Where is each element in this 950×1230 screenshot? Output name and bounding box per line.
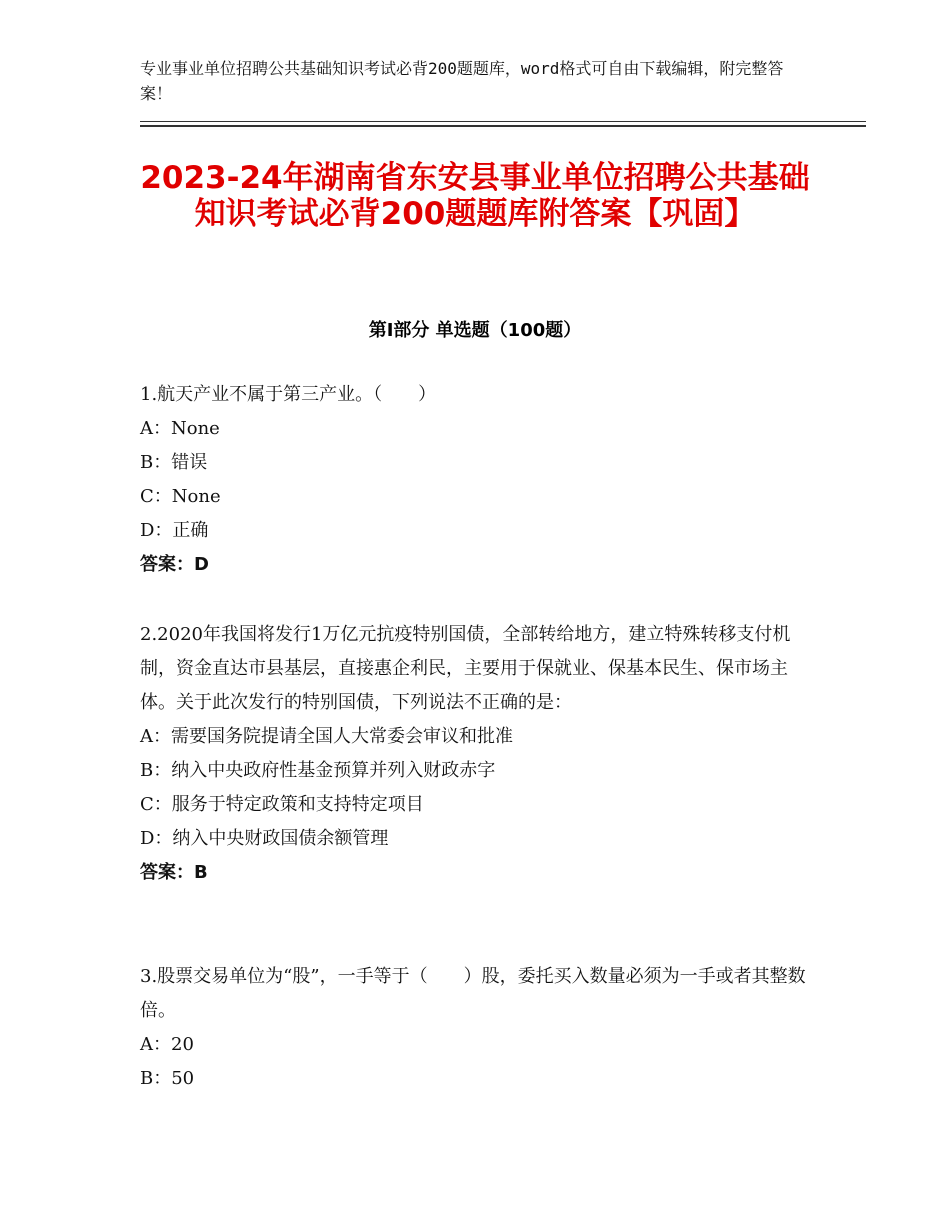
option-d: D：纳入中央财政国债余额管理 (140, 828, 389, 849)
question-3 (140, 960, 810, 1096)
option-c: C：None (140, 486, 221, 507)
question-stem: 3.股票交易单位为“股”，一手等于（ ）股，委托买入数量必须为一手或者其整数倍。 (140, 966, 806, 1021)
header-divider-thick (140, 125, 866, 127)
question-2 (140, 618, 810, 890)
option-b: B：50 (140, 1068, 195, 1089)
answer: 答案：B (140, 862, 208, 883)
option-b: B：纳入中央政府性基金预算并列入财政赤字 (140, 760, 496, 781)
question-stem: 2.2020年我国将发行1万亿元抗疫特别国债，全部转给地方，建立特殊转移支付机制，资金直达市县基层，直接惠企利民，主要用于保就业、保基本民生、保市场主体。关于此次发行的特别国债，下列说法不正确的是： (140, 624, 791, 713)
question-stem: 1.航天产业不属于第三产业。（ ） (140, 384, 437, 405)
answer: 答案：D (140, 554, 209, 575)
option-a: A：需要国务院提请全国人大常委会审议和批准 (140, 726, 513, 747)
header-note: 专业事业单位招聘公共基础知识考试必背200题题库，word格式可自由下载编辑，附完整答案！ (140, 59, 784, 103)
option-a: A：20 (140, 1034, 194, 1055)
option-a: A：None (140, 418, 220, 439)
document-title: 2023-24年湖南省东安县事业单位招聘公共基础知识考试必背200题题库附答案【巩固】 (140, 160, 810, 232)
section-title: 第Ⅰ部分 单选题（100题） (368, 320, 582, 341)
option-c: C：服务于特定政策和支持特定项目 (140, 794, 424, 815)
option-b: B：错误 (140, 452, 208, 473)
header-divider-thin (140, 121, 866, 122)
question-1 (140, 378, 810, 582)
option-d: D：正确 (140, 520, 209, 541)
